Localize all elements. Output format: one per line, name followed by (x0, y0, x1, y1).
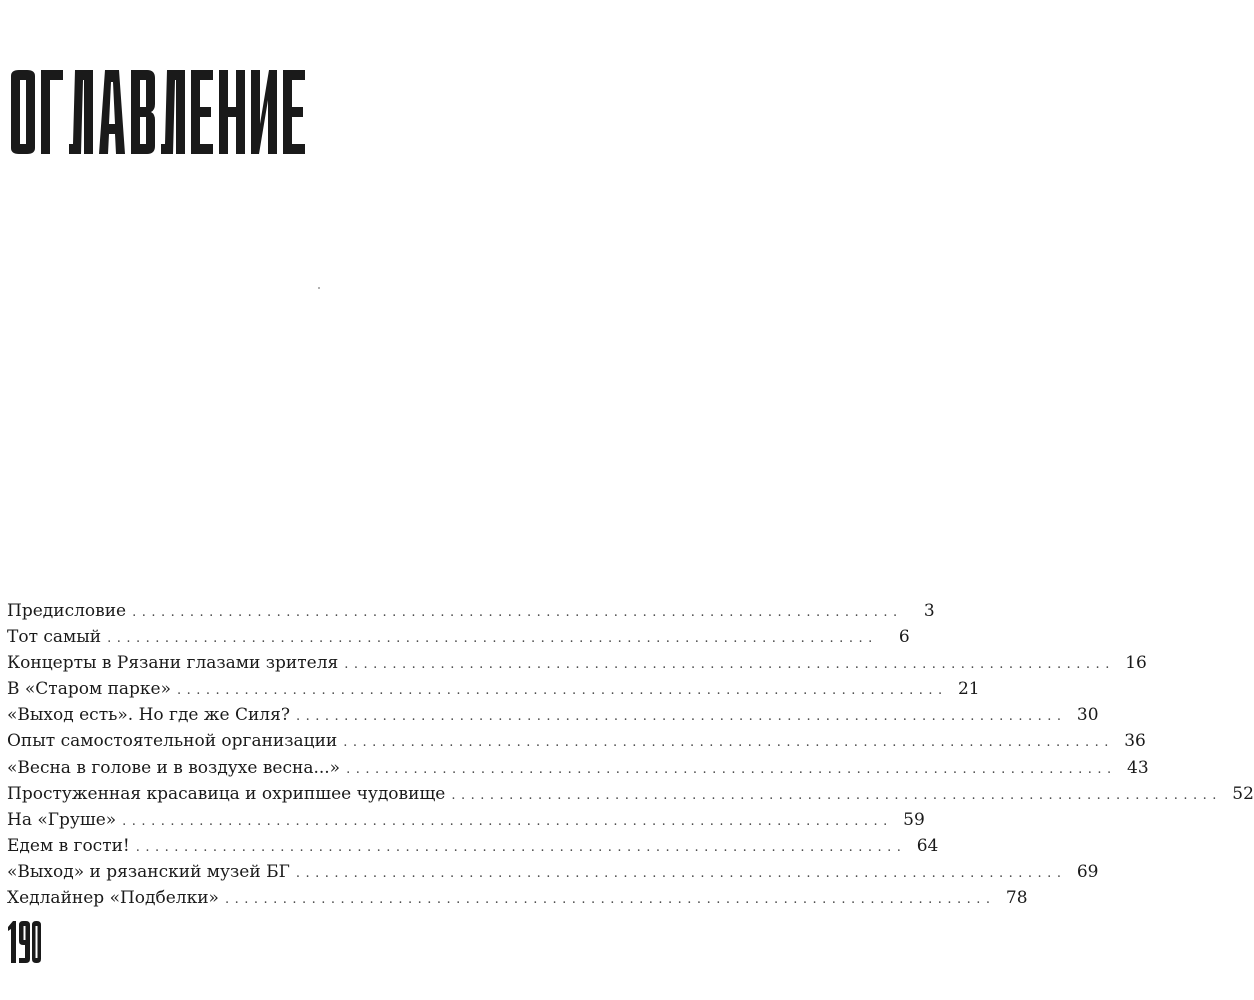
toc-entry-title: В «Старом парке» (7, 679, 172, 700)
toc-leader-dots: ................................................................................ (135, 839, 907, 855)
toc-entry-title: Хедлайнер «Подбелки» (7, 888, 219, 909)
page-title (7, 70, 317, 154)
toc-entry[interactable] (7, 807, 925, 833)
toc-leader-dots: ................................................................................ (224, 892, 996, 908)
toc-entry-page: 3 (923, 601, 935, 621)
toc-entry-page: 36 (1124, 731, 1146, 752)
page-number-lettering (7, 921, 41, 963)
table-of-contents (7, 598, 1254, 911)
toc-leader-dots: ................................................................................ (295, 865, 1067, 881)
toc-entry-title: Едем в гости! (7, 835, 130, 856)
toc-entry-title: Опыт самостоятельной организации (7, 731, 338, 752)
toc-entry-page: 52 (1232, 783, 1254, 804)
toc-entry[interactable] (7, 833, 939, 859)
toc-entry[interactable] (7, 702, 1099, 728)
toc-entry[interactable] (7, 728, 1146, 754)
toc-entry-page: 78 (1005, 888, 1028, 909)
toc-leader-dots: ................................................................................ (107, 631, 878, 647)
toc-entry[interactable] (7, 598, 935, 624)
toc-entry[interactable] (7, 650, 1147, 676)
toc-entry-title: Тот самый (7, 627, 102, 648)
toc-entry-title: «Выход» и рязанский музей БГ (7, 861, 290, 882)
toc-entry-title: Простуженная красавица и охрипшее чудовище (7, 783, 446, 804)
toc-entry[interactable] (7, 755, 1149, 781)
toc-entry-page: 30 (1076, 705, 1099, 726)
toc-entry-page: 69 (1076, 861, 1099, 882)
toc-entry-page: 59 (903, 809, 925, 830)
toc-entry-title: Предисловие (7, 601, 127, 621)
toc-entry-page: 21 (957, 679, 980, 700)
toc-entry-page: 43 (1127, 757, 1149, 778)
toc-leader-dots: ................................................................................ (343, 735, 1114, 751)
toc-entry[interactable] (7, 885, 1028, 911)
toc-entry-title: «Выход есть». Но где же Силя? (7, 705, 290, 726)
toc-entry[interactable] (7, 859, 1099, 885)
toc-entry-page: 6 (898, 627, 910, 648)
page-title-lettering (7, 70, 317, 154)
toc-leader-dots: ................................................................................ (177, 683, 948, 699)
toc-entry[interactable] (7, 624, 910, 650)
toc-entry-title: Концерты в Рязани глазами зрителя (7, 653, 339, 674)
toc-leader-dots: ................................................................................ (344, 657, 1115, 673)
page-number (7, 921, 41, 963)
toc-leader-dots: ................................................................................ (122, 813, 893, 829)
toc-leader-dots: ................................................................................ (295, 709, 1067, 725)
toc-leader-dots: ................................................................................ (451, 787, 1222, 803)
toc-leader-dots: ................................................................................ (346, 761, 1117, 777)
toc-entry-page: 16 (1125, 653, 1147, 674)
toc-leader-dots: ................................................................................ (132, 605, 903, 620)
paper-speck (318, 287, 320, 289)
toc-entry-page: 64 (916, 835, 939, 856)
toc-entry-title: На «Груше» (7, 809, 117, 830)
toc-entry[interactable] (7, 781, 1254, 807)
toc-entry-title: «Весна в голове и в воздухе весна...» (7, 757, 341, 778)
toc-entry[interactable] (7, 676, 980, 702)
